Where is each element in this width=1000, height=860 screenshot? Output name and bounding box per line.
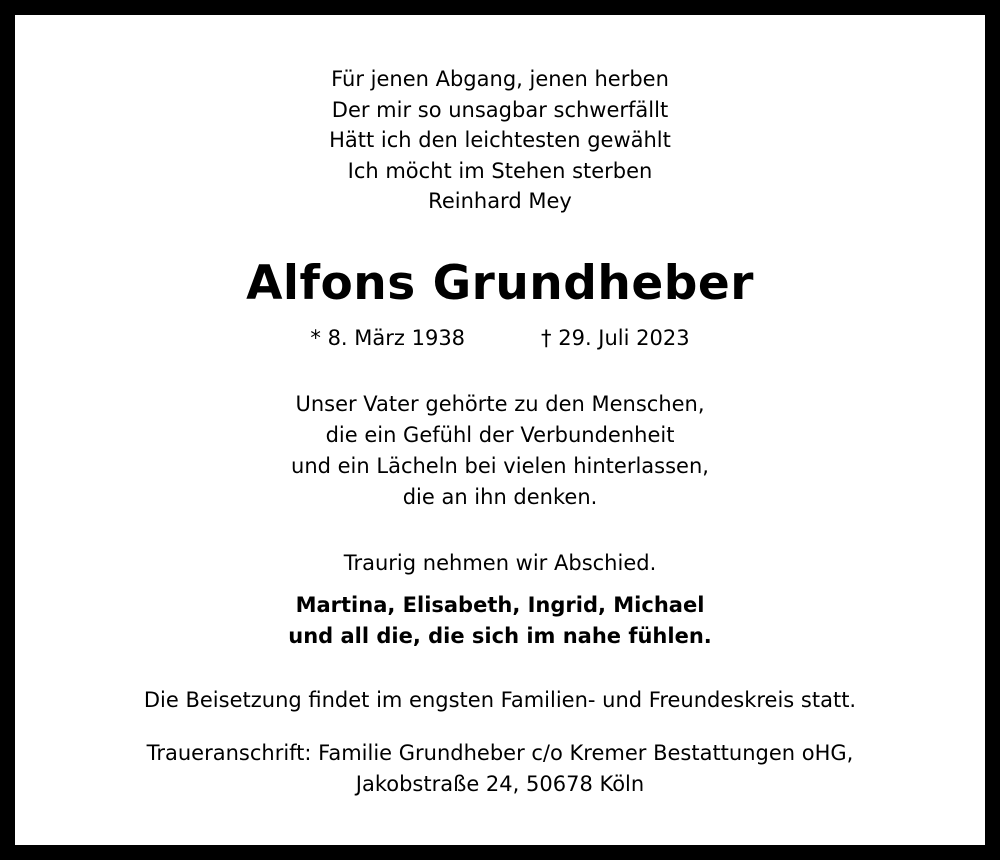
farewell-line: Traurig nehmen wir Abschied. [343, 551, 657, 575]
poem-author: Reinhard Mey [428, 189, 572, 213]
poem-line: Der mir so unsagbar schwerfällt [331, 97, 669, 122]
mourners-line: Martina, Elisabeth, Ingrid, Michael [295, 593, 705, 617]
deceased-name: Alfons Grundheber [246, 256, 754, 311]
poem-line: Hätt ich den leichtesten gewählt [329, 128, 671, 152]
death-date: † 29. Juli 2023 [541, 326, 690, 350]
life-dates [15, 322, 985, 354]
tribute-line: die an ihn denken. [402, 485, 598, 509]
tribute-line: Unser Vater gehörte zu den Menschen, [295, 392, 705, 416]
tribute-line: und ein Lächeln bei vielen hinterlassen, [291, 454, 709, 478]
address-line: Jakobstraße 24, 50678 Köln [355, 772, 645, 796]
birth-date: * 8. März 1938 [310, 326, 466, 350]
poem-line: Für jenen Abgang, jenen herben [331, 67, 669, 91]
mourners-names [15, 590, 985, 652]
tribute-text [15, 389, 985, 513]
mourners-line: und all die, die sich im nahe fühlen. [288, 624, 712, 648]
address-line: Traueranschrift: Familie Grundheber c/o Kremer Bestattungen oHG, [146, 741, 854, 765]
mourning-address [15, 738, 985, 800]
poem-line: Ich möcht im Stehen sterben [347, 158, 653, 183]
poem-quote [15, 64, 985, 217]
funeral-notice: Die Beisetzung findet im engsten Familien- und Freundeskreis statt. [143, 688, 857, 712]
tribute-line: die ein Gefühl der Verbundenheit [325, 423, 675, 447]
